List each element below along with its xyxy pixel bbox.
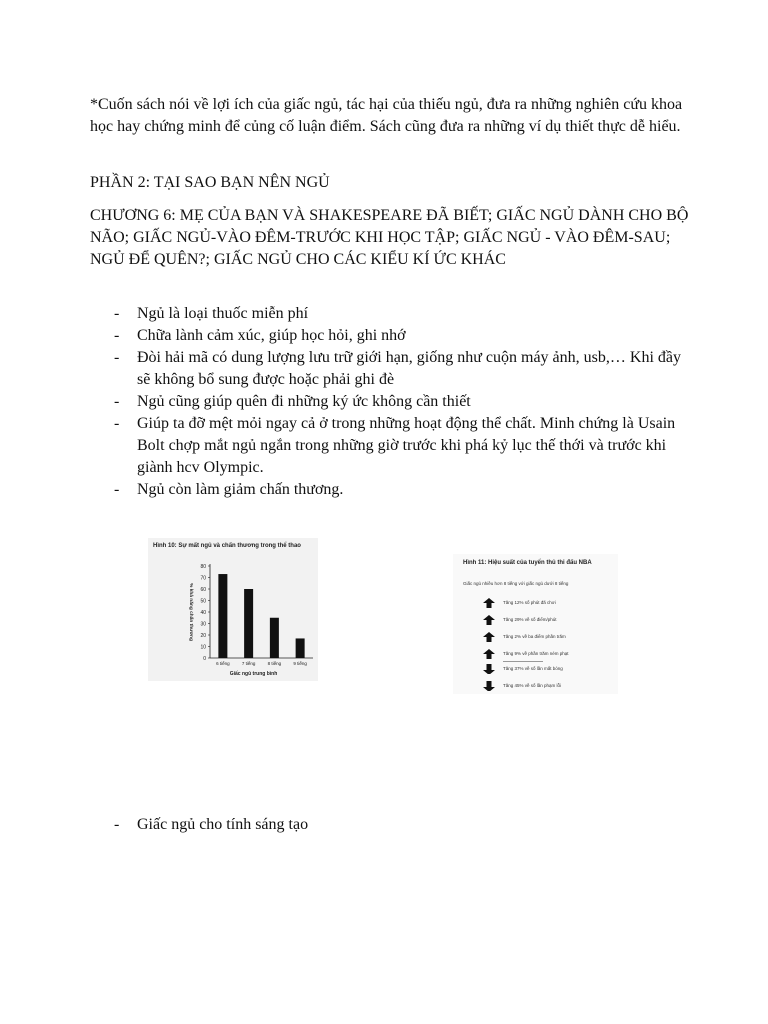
bullet-text: Giấc ngủ cho tính sáng tạo — [137, 816, 309, 833]
nba-stat-row — [483, 664, 613, 676]
figure-10-svg — [148, 538, 318, 681]
bullet-dash: - — [114, 349, 120, 366]
x-axis-label: Giấc ngủ trung bình — [229, 671, 278, 677]
bullet-dash: - — [114, 305, 120, 322]
x-tick-label: 7 tiếng — [241, 661, 256, 666]
bullet-dash: - — [114, 393, 120, 410]
x-tick-label: 6 tiếng — [216, 661, 230, 666]
bullet-dash: - — [114, 816, 120, 833]
chapter-heading: CHƯƠNG 6: MẸ CỦA BẠN VÀ SHAKESPEARE ĐÃ BIẾT; GIẤC NGỦ DÀNH CHO BỘ NÃO; GIẤC NGỦ-VÀO ĐÊM-TRƯỚC KHI HỌC TẬP; GIẤC NGỦ - VÀO ĐÊM-SAU; NGỦ ĐỂ QUÊN?; GIẤC NGỦ CHO CÁC KIỂU KÍ ỨC KHÁC — [90, 207, 689, 268]
list-item — [90, 814, 690, 836]
arrow-up-icon — [483, 598, 495, 608]
bar — [218, 574, 227, 658]
nba-stat-text: Tăng 29% về số điểm/phút — [503, 617, 557, 622]
intro-paragraph: *Cuốn sách nói về lợi ích của giấc ngủ, tác hại của thiếu ngủ, đưa ra những nghiên cứu khoa học hay chứng minh để củng cố luận điểm. Sách cũng đưa ra những ví dụ thiết thực dễ hiểu. — [90, 96, 683, 135]
nba-stat-row — [483, 649, 613, 661]
y-tick-label: 50 — [200, 598, 206, 605]
x-tick-label: 9 tiếng — [293, 661, 307, 666]
bullet-text: Đòi hải mã có dung lượng lưu trữ giới hạn, giống như cuộn máy ảnh, usb,… Khi đầy sẽ không bổ sung được hoặc phải ghi đè — [137, 349, 681, 388]
bullet-dash: - — [114, 327, 120, 344]
y-tick-label: 40 — [200, 609, 206, 616]
bar — [296, 638, 305, 658]
arrow-up-icon — [483, 615, 495, 625]
figure-10-title: Hình 10: Sự mất ngủ và chấn thương trong thể thao — [153, 543, 301, 549]
nba-stat-text: Tăng 9% về phần trăm ném phạt — [503, 651, 569, 656]
nba-stat-text: Tăng 2% về ba điểm phần trăm — [503, 634, 566, 639]
nba-stat-text: Tăng 37% về số lần mất bóng — [503, 666, 563, 671]
bullet-text: Chữa lành cảm xúc, giúp học hỏi, ghi nhớ — [137, 327, 406, 344]
bullet-text: Ngủ cũng giúp quên đi những ký ức không cần thiết — [137, 393, 471, 410]
arrow-down-icon — [483, 681, 495, 691]
arrow-up-icon — [483, 632, 495, 642]
arrow-down-icon — [483, 664, 495, 674]
nba-stat-text: Tăng 12% số phút đã chơi — [503, 600, 556, 605]
bullet-text: Ngủ còn làm giảm chấn thương. — [137, 481, 344, 498]
list-item — [90, 413, 690, 479]
y-tick-label: 80 — [200, 563, 206, 570]
divider — [503, 661, 543, 662]
nba-stat-text: Tăng 45% về số lần phạm lỗi — [503, 683, 562, 688]
x-tick-label: 8 tiếng — [267, 661, 282, 666]
nba-stat-row — [483, 615, 613, 627]
bullet-dash: - — [114, 481, 120, 498]
figure-11-nba-performance — [453, 554, 618, 694]
figure-11-title: Hình 11: Hiệu suất của tuyển thủ thi đấu NBA — [463, 560, 592, 566]
bar — [244, 589, 253, 658]
bullet-list — [90, 303, 690, 501]
bullet-list-creativity — [90, 814, 690, 836]
list-item — [90, 303, 690, 325]
figure-11-subtitle: Giấc ngủ nhiều hơn 8 tiếng với giấc ngủ dưới 8 tiếng — [463, 581, 569, 586]
arrow-up-icon — [483, 649, 495, 659]
y-tick-label: 20 — [200, 632, 206, 639]
y-tick-label: 30 — [200, 621, 206, 628]
y-tick-label: 60 — [200, 586, 206, 593]
nba-stat-row — [483, 598, 613, 610]
y-tick-label: 70 — [200, 575, 206, 582]
list-item — [90, 479, 690, 501]
bullet-text: Giúp ta đỡ mệt mỏi ngay cả ở trong những hoạt động thể chất. Minh chứng là Usain Bolt chợp mắt ngủ ngắn trong những giờ trước khi phá kỷ lục thế thới và trước khi giành hcv Olympic. — [137, 415, 676, 476]
list-item — [90, 347, 690, 391]
nba-stat-row — [483, 681, 613, 693]
bar — [270, 618, 279, 658]
bullet-dash: - — [114, 415, 120, 432]
list-item — [90, 391, 690, 413]
y-axis-label: % khả năng chấn thương — [188, 583, 193, 641]
figure-10-sleep-injury-chart — [148, 538, 318, 681]
y-tick-label: 10 — [200, 644, 206, 651]
y-tick-label: 0 — [203, 655, 206, 662]
list-item — [90, 325, 690, 347]
part-heading: PHẦN 2: TẠI SAO BẠN NÊN NGỦ — [90, 174, 330, 191]
bullet-text: Ngủ là loại thuốc miễn phí — [137, 305, 309, 322]
nba-stat-row — [483, 632, 613, 644]
